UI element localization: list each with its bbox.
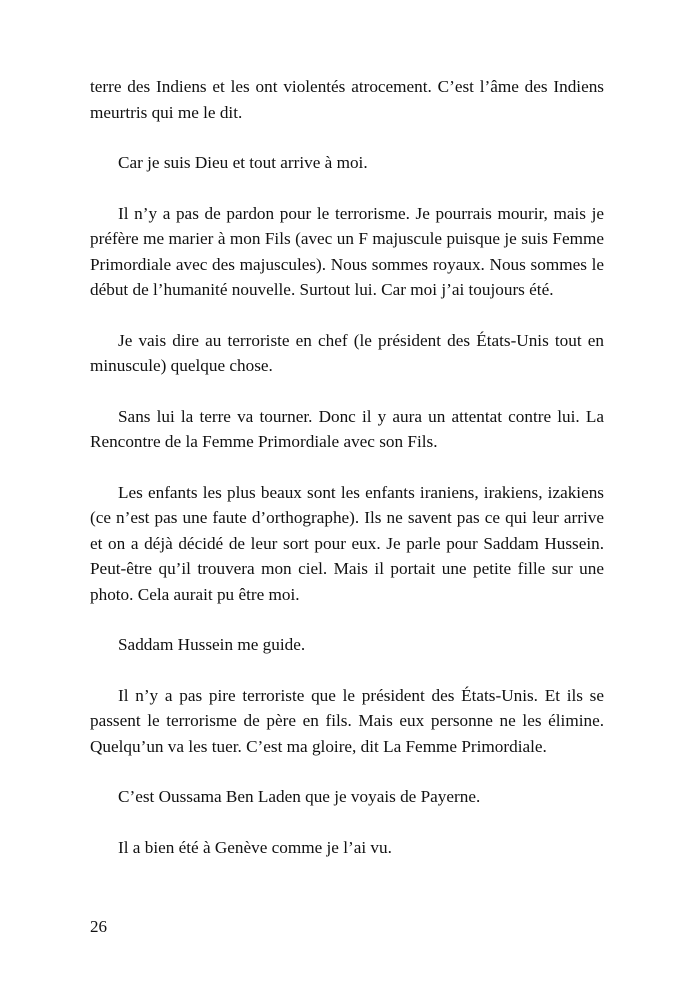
paragraph: Les enfants les plus beaux sont les enfants iraniens, irakiens, izakiens (ce n’est pas une faute d’orthographe). Ils ne savent pas ce qui leur arrive et on a déjà décidé de leur sort pour eux. Je parle pour Saddam Hussein. Peut-être qu’il trouvera mon ciel. Mais il portait une petite fille sur une photo. Cela aurait pu être moi.: [90, 482, 604, 604]
paragraph: Saddam Hussein me guide.: [118, 635, 306, 654]
paragraph: Je vais dire au terroriste en chef (le président des États-Unis tout en minuscule) quelque chose.: [90, 330, 604, 375]
paragraph: Il n’y a pas pire terroriste que le président des États-Unis. Et ils se passent le terrorisme de père en fils. Mais eux personne ne les élimine. Quelqu’un va les tuer. C’est ma gloire, dit La Femme Primordiale.: [90, 685, 604, 756]
paragraph: Il a bien été à Genève comme je l’ai vu.: [118, 837, 392, 857]
paragraph: Sans lui la terre va tourner. Donc il y aura un attentat contre lui. La Rencontre de la Femme Primordiale avec son Fils.: [90, 406, 604, 451]
body-text: [90, 74, 604, 885]
paragraph: Il n’y a pas de pardon pour le terrorisme. Je pourrais mourir, mais je préfère me marier à mon Fils (avec un F majuscule puisque je suis Femme Primordiale avec des majuscules). Nous sommes royaux. Nous sommes le début de l’humanité nouvelle. Surtout lui. Car moi j’ai toujours été.: [90, 203, 604, 299]
paragraph: Car je suis Dieu et tout arrive à moi.: [118, 153, 368, 172]
paragraph: C’est Oussama Ben Laden que je voyais de Payerne.: [118, 787, 481, 806]
page-number: 26: [90, 917, 107, 936]
paragraph-continuation: terre des Indiens et les ont violentés atrocement. C’est l’âme des Indiens meurtris qui me le dit.: [90, 77, 604, 122]
